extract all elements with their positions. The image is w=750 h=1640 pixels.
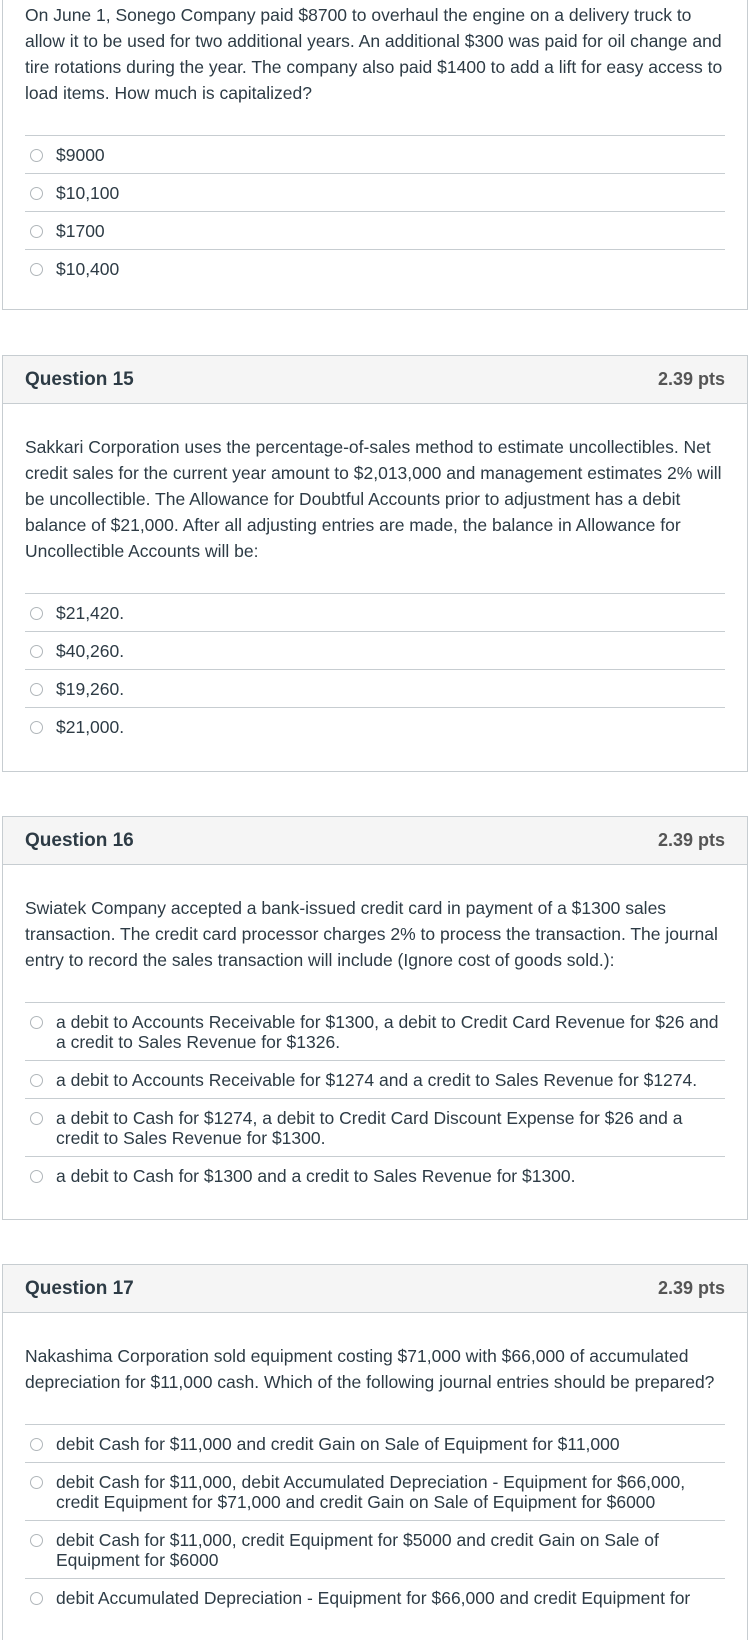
radio-button[interactable] bbox=[30, 1074, 43, 1087]
question-16-answers bbox=[25, 1002, 725, 1194]
question-17-card bbox=[2, 1264, 748, 1640]
question-15-answers bbox=[25, 593, 725, 745]
answer-option[interactable]: debit Accumulated Depreciation - Equipment for $66,000 and credit Equipment for bbox=[25, 1578, 725, 1616]
radio-button[interactable] bbox=[30, 1476, 43, 1489]
radio-button[interactable] bbox=[30, 187, 43, 200]
question-17-answers bbox=[25, 1424, 725, 1616]
radio-button[interactable] bbox=[30, 1534, 43, 1547]
question-17-header bbox=[3, 1265, 747, 1313]
radio-button[interactable] bbox=[30, 225, 43, 238]
radio-button[interactable] bbox=[30, 683, 43, 696]
question-14-answers bbox=[25, 135, 725, 287]
question-17-title: Question 17 bbox=[25, 1277, 134, 1299]
question-15-card bbox=[2, 355, 748, 772]
question-14-card bbox=[2, 0, 748, 310]
answer-option[interactable]: $10,100 bbox=[25, 173, 725, 211]
answer-option[interactable]: $40,260. bbox=[25, 631, 725, 669]
answer-option[interactable]: $10,400 bbox=[25, 249, 725, 287]
answer-option[interactable]: a debit to Accounts Receivable for $1300, a debit to Credit Card Revenue for $26 and a credit to Sales Revenue for $1326. bbox=[25, 1002, 725, 1060]
answer-option[interactable]: a debit to Cash for $1300 and a credit to Sales Revenue for $1300. bbox=[25, 1156, 725, 1194]
radio-button[interactable] bbox=[30, 645, 43, 658]
answer-option[interactable]: debit Cash for $11,000 and credit Gain on Sale of Equipment for $11,000 bbox=[25, 1424, 725, 1462]
answer-option[interactable]: $9000 bbox=[25, 135, 725, 173]
answer-option[interactable]: $21,420. bbox=[25, 593, 725, 631]
answer-option[interactable]: debit Cash for $11,000, credit Equipment for $5000 and credit Gain on Sale of Equipment for $6000 bbox=[25, 1520, 725, 1578]
radio-button[interactable] bbox=[30, 1112, 43, 1125]
question-17-points: 2.39 pts bbox=[657, 1278, 725, 1298]
radio-button[interactable] bbox=[30, 1016, 43, 1029]
question-15-title: Question 15 bbox=[25, 368, 134, 390]
question-15-text: Sakkari Corporation uses the percentage-of-sales method to estimate uncollectibles. Net credit sales for the current year amount to $2,013,000 and management estimates 2% will be uncollectible. The Allowance for Doubtful Accounts prior to adjustment has a debit balance of $21,000. After all adjusting entries are made, the balance in Allowance for Uncollectible Accounts will be: bbox=[25, 437, 722, 561]
answer-option[interactable]: a debit to Accounts Receivable for $1274 and a credit to Sales Revenue for $1274. bbox=[25, 1060, 725, 1098]
answer-option[interactable]: debit Cash for $11,000, debit Accumulated Depreciation - Equipment for $66,000, credit Equipment for $71,000 and credit Gain on Sale of Equipment for $6000 bbox=[25, 1462, 725, 1520]
question-16-points: 2.39 pts bbox=[657, 830, 725, 850]
question-15-header bbox=[3, 356, 747, 404]
answer-option[interactable]: a debit to Cash for $1274, a debit to Credit Card Discount Expense for $26 and a credit to Sales Revenue for $1300. bbox=[25, 1098, 725, 1156]
radio-button[interactable] bbox=[30, 1170, 43, 1183]
answer-option[interactable]: $19,260. bbox=[25, 669, 725, 707]
question-16-header bbox=[3, 817, 747, 865]
question-16-card bbox=[2, 816, 748, 1220]
answer-option[interactable]: $1700 bbox=[25, 211, 725, 249]
question-16-text: Swiatek Company accepted a bank-issued credit card in payment of a $1300 sales transaction. The credit card processor charges 2% to process the transaction. The journal entry to record the sales transaction will include (Ignore cost of goods sold.): bbox=[25, 898, 718, 970]
radio-button[interactable] bbox=[30, 263, 43, 276]
question-15-points: 2.39 pts bbox=[657, 369, 725, 389]
radio-button[interactable] bbox=[30, 721, 43, 734]
question-14-text: On June 1, Sonego Company paid $8700 to overhaul the engine on a delivery truck to allow it to be used for two additional years. An additional $300 was paid for oil change and tire rotations during the year. The company also paid $1400 to add a lift for easy access to load items. How much is capitalized? bbox=[25, 5, 723, 103]
question-17-text: Nakashima Corporation sold equipment costing $71,000 with $66,000 of accumulated depreciation for $11,000 cash. Which of the following journal entries should be prepared? bbox=[25, 1346, 715, 1392]
radio-button[interactable] bbox=[30, 149, 43, 162]
answer-option[interactable]: $21,000. bbox=[25, 707, 725, 745]
radio-button[interactable] bbox=[30, 1592, 43, 1605]
radio-button[interactable] bbox=[30, 1438, 43, 1451]
radio-button[interactable] bbox=[30, 607, 43, 620]
question-16-title: Question 16 bbox=[25, 829, 134, 851]
